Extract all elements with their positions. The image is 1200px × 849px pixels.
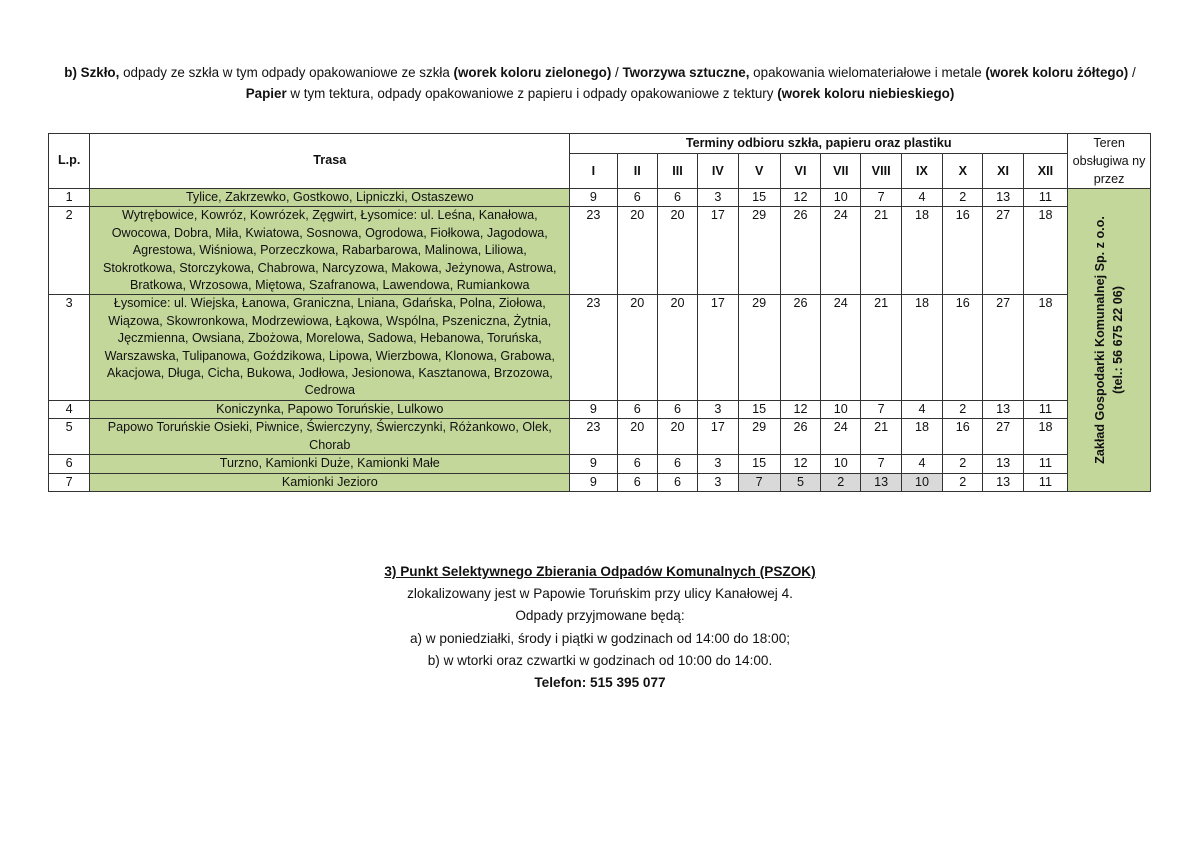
date-cell: 3 — [698, 455, 738, 473]
route-cell: Wytrębowice, Kowróz, Kowrózek, Zęgwirt, Łysomice: ul. Leśna, Kanałowa, Owocowa, Dobra, Miła, Kwiatowa, Sosnowa, Ogrodowa, Fiołkowa, Jagodowa, Agrestowa, Wiśniowa, Porzeczkowa, Rabarbarowa, Malinowa, Liliowa, Stokrotkowa, Storczykowa, Chabrowa, Narcyzowa, Makowa, Jeżynowa, Astrowa, Bratkowa, Wrzosowa, Miętowa, Szafranowa, Lawendowa, Rumiankowa — [90, 207, 570, 295]
header-month: V — [738, 154, 780, 189]
date-cell: 13 — [983, 189, 1023, 207]
intro-separator: / — [611, 65, 623, 80]
date-cell: 13 — [983, 400, 1023, 418]
header-month: VII — [821, 154, 861, 189]
header-month: XII — [1023, 154, 1067, 189]
date-cell: 24 — [821, 207, 861, 295]
date-cell: 5 — [780, 473, 820, 491]
date-cell: 7 — [738, 473, 780, 491]
date-cell: 18 — [1023, 207, 1067, 295]
date-cell: 20 — [657, 295, 697, 400]
service-provider-text — [1091, 185, 1127, 495]
row-number: 6 — [49, 455, 90, 473]
date-cell: 12 — [780, 189, 820, 207]
date-cell: 3 — [698, 473, 738, 491]
date-cell: 18 — [1023, 419, 1067, 455]
table-row — [49, 295, 1151, 400]
header-month: XI — [983, 154, 1023, 189]
intro-separator: / — [1128, 65, 1136, 80]
date-cell: 4 — [901, 189, 942, 207]
route-cell: Tylice, Zakrzewko, Gostkowo, Lipniczki, Ostaszewo — [90, 189, 570, 207]
date-cell: 20 — [657, 207, 697, 295]
date-cell: 16 — [943, 295, 983, 400]
date-cell: 16 — [943, 419, 983, 455]
date-cell: 10 — [901, 473, 942, 491]
date-cell: 9 — [570, 189, 617, 207]
date-cell: 11 — [1023, 455, 1067, 473]
date-cell: 10 — [821, 400, 861, 418]
date-cell: 20 — [617, 295, 657, 400]
date-cell: 2 — [943, 473, 983, 491]
header-month: I — [570, 154, 617, 189]
date-cell: 9 — [570, 400, 617, 418]
date-cell: 13 — [861, 473, 901, 491]
table-row — [49, 473, 1151, 491]
date-cell: 7 — [861, 189, 901, 207]
date-cell: 10 — [821, 189, 861, 207]
date-cell: 29 — [738, 207, 780, 295]
service-provider-phone: (tel.: 56 675 22 06) — [1111, 286, 1126, 394]
pszok-title: 3) Punkt Selektywnego Zbierania Odpadów Komunalnych (PSZOK) — [384, 564, 816, 579]
date-cell: 24 — [821, 295, 861, 400]
header-month: VIII — [861, 154, 901, 189]
row-number: 3 — [49, 295, 90, 400]
intro-text: w tym tektura, odpady opakowaniowe z papieru i odpady opakowaniowe z tektury — [286, 86, 778, 101]
date-cell: 6 — [657, 400, 697, 418]
date-cell: 9 — [570, 455, 617, 473]
date-cell: 17 — [698, 207, 738, 295]
date-cell: 18 — [1023, 295, 1067, 400]
date-cell: 27 — [983, 295, 1023, 400]
date-cell: 15 — [738, 189, 780, 207]
pszok-hours-b: b) w wtorki oraz czwartki w godzinach od 10:00 do 14:00. — [427, 652, 773, 668]
date-cell: 27 — [983, 207, 1023, 295]
date-cell: 6 — [617, 455, 657, 473]
header-month: X — [943, 154, 983, 189]
date-cell: 20 — [617, 419, 657, 455]
date-cell: 18 — [901, 419, 942, 455]
pszok-section — [250, 561, 950, 694]
row-number: 4 — [49, 400, 90, 418]
date-cell: 26 — [780, 295, 820, 400]
date-cell: 18 — [901, 295, 942, 400]
header-lp: L.p. — [49, 134, 90, 189]
intro-yellow-bag: (worek koloru żółtego) — [985, 65, 1129, 80]
header-month: IX — [901, 154, 942, 189]
intro-paragraph — [60, 62, 1140, 104]
intro-paper-label: Papier — [245, 86, 287, 101]
table-row — [49, 207, 1151, 295]
date-cell: 20 — [617, 207, 657, 295]
intro-text: opakowania wielomateriałowe i metale — [749, 65, 986, 80]
intro-glass-label: b) Szkło, — [64, 65, 120, 80]
date-cell: 6 — [617, 189, 657, 207]
table-row — [49, 400, 1151, 418]
header-teren: Teren obsługiwa ny przez — [1068, 134, 1151, 189]
date-cell: 21 — [861, 207, 901, 295]
intro-text: odpady ze szkła w tym odpady opakowaniowe ze szkła — [119, 65, 454, 80]
route-cell: Papowo Toruńskie Osieki, Piwnice, Świerczyny, Świerczynki, Różankowo, Olek, Chorab — [90, 419, 570, 455]
date-cell: 17 — [698, 419, 738, 455]
header-month: IV — [698, 154, 738, 189]
date-cell: 9 — [570, 473, 617, 491]
route-cell: Łysomice: ul. Wiejska, Łanowa, Graniczna, Lniana, Gdańska, Polna, Ziołowa, Wiązowa, Skowronkowa, Modrzewiowa, Łąkowa, Wspólna, Pszeniczna, Żytnia, Jęczmienna, Owsiana, Zbożowa, Morelowa, Sadowa, Hebanowa, Toruńska, Warszawska, Tulipanowa, Goździkowa, Lipowa, Wierzbowa, Klonowa, Grabowa, Akacjowa, Długa, Cicha, Bukowa, Jodłowa, Jesionowa, Kasztanowa, Brzozowa, Cedrowa — [90, 295, 570, 400]
date-cell: 6 — [617, 400, 657, 418]
date-cell: 4 — [901, 455, 942, 473]
date-cell: 15 — [738, 400, 780, 418]
date-cell: 23 — [570, 419, 617, 455]
date-cell: 18 — [901, 207, 942, 295]
date-cell: 23 — [570, 295, 617, 400]
row-number: 2 — [49, 207, 90, 295]
date-cell: 2 — [943, 400, 983, 418]
header-month: II — [617, 154, 657, 189]
table-row — [49, 189, 1151, 207]
pszok-hours-a: a) w poniedziałki, środy i piątki w godzinach od 14:00 do 18:00; — [409, 630, 791, 646]
pszok-location: zlokalizowany jest w Papowie Toruńskim przy ulicy Kanałowej 4. — [407, 586, 793, 602]
date-cell: 27 — [983, 419, 1023, 455]
table-row — [49, 419, 1151, 455]
date-cell: 29 — [738, 419, 780, 455]
pszok-phone: Telefon: 515 395 077 — [534, 675, 666, 691]
date-cell: 23 — [570, 207, 617, 295]
service-provider-cell — [1068, 189, 1151, 492]
date-cell: 24 — [821, 419, 861, 455]
date-cell: 2 — [821, 473, 861, 491]
date-cell: 3 — [698, 400, 738, 418]
intro-green-bag: (worek koloru zielonego) — [453, 65, 612, 80]
date-cell: 13 — [983, 473, 1023, 491]
date-cell: 10 — [821, 455, 861, 473]
header-month: III — [657, 154, 697, 189]
table-row — [49, 455, 1151, 473]
service-provider-name: Zakład Gospodarki Komunalnej Sp. z o.o. — [1093, 216, 1108, 464]
date-cell: 6 — [617, 473, 657, 491]
date-cell: 11 — [1023, 473, 1067, 491]
route-cell: Turzno, Kamionki Duże, Kamionki Małe — [90, 455, 570, 473]
date-cell: 11 — [1023, 189, 1067, 207]
date-cell: 11 — [1023, 400, 1067, 418]
date-cell: 15 — [738, 455, 780, 473]
collection-schedule-table — [48, 133, 1151, 492]
date-cell: 13 — [983, 455, 1023, 473]
date-cell: 6 — [657, 189, 697, 207]
date-cell: 6 — [657, 455, 697, 473]
pszok-accepted-label: Odpady przyjmowane będą: — [515, 608, 685, 624]
date-cell: 2 — [943, 455, 983, 473]
row-number: 5 — [49, 419, 90, 455]
header-month: VI — [780, 154, 820, 189]
header-trasa: Trasa — [90, 134, 570, 189]
date-cell: 26 — [780, 207, 820, 295]
date-cell: 26 — [780, 419, 820, 455]
date-cell: 29 — [738, 295, 780, 400]
date-cell: 21 — [861, 295, 901, 400]
intro-blue-bag: (worek koloru niebieskiego) — [777, 86, 955, 101]
date-cell: 7 — [861, 455, 901, 473]
date-cell: 2 — [943, 189, 983, 207]
date-cell: 20 — [657, 419, 697, 455]
row-number: 1 — [49, 189, 90, 207]
date-cell: 17 — [698, 295, 738, 400]
intro-plastic-label: Tworzywa sztuczne, — [622, 65, 750, 80]
date-cell: 4 — [901, 400, 942, 418]
date-cell: 7 — [861, 400, 901, 418]
date-cell: 16 — [943, 207, 983, 295]
route-cell: Koniczynka, Papowo Toruńskie, Lulkowo — [90, 400, 570, 418]
route-cell: Kamionki Jezioro — [90, 473, 570, 491]
date-cell: 12 — [780, 400, 820, 418]
date-cell: 3 — [698, 189, 738, 207]
row-number: 7 — [49, 473, 90, 491]
header-terms: Terminy odbioru szkła, papieru oraz plastiku — [570, 134, 1068, 154]
date-cell: 12 — [780, 455, 820, 473]
date-cell: 6 — [657, 473, 697, 491]
date-cell: 21 — [861, 419, 901, 455]
